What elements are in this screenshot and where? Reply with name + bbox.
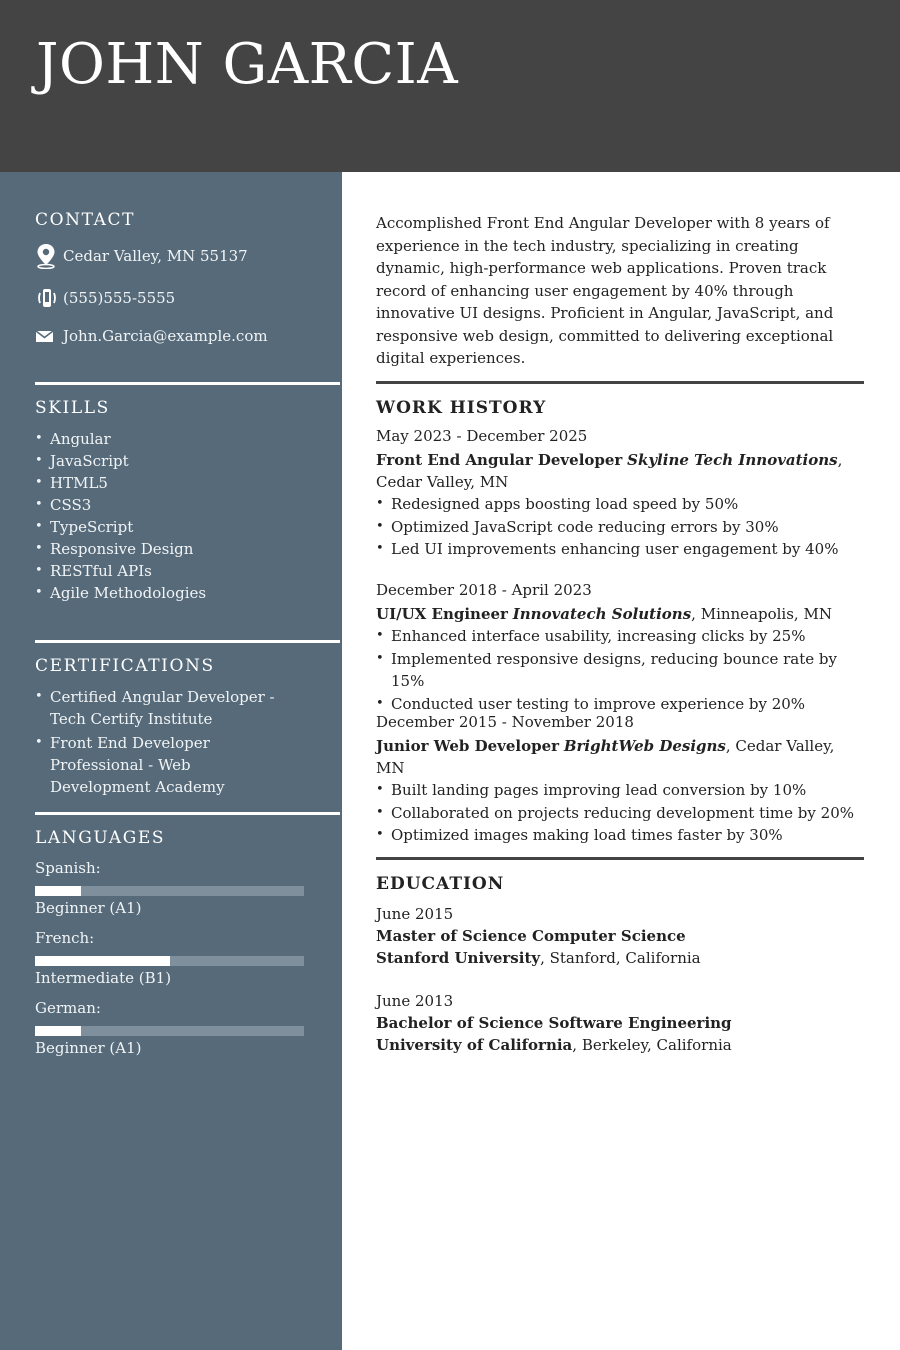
language-name: German: bbox=[35, 999, 101, 1017]
contact-location bbox=[35, 244, 340, 268]
school-name: Stanford University bbox=[376, 949, 541, 967]
job-entry bbox=[376, 425, 864, 561]
skill-item: • Agile Methodologies bbox=[35, 582, 325, 604]
job-bullet: • Optimized JavaScript code reducing errors by 30% bbox=[376, 516, 864, 539]
skill-item: • RESTful APIs bbox=[35, 560, 325, 582]
contact-phone bbox=[35, 286, 340, 310]
job-title-line bbox=[376, 603, 864, 625]
job-bullet: • Led UI improvements enhancing user engagement by 40% bbox=[376, 538, 864, 561]
language-proficiency-fill bbox=[35, 956, 170, 966]
certification-item: • Certified Angular Developer - Tech Certify Institute bbox=[35, 686, 295, 730]
degree-name: Master of Science Computer Science bbox=[376, 927, 686, 945]
certifications-title: CERTIFICATIONS bbox=[35, 656, 215, 676]
school-name: University of California bbox=[376, 1036, 573, 1054]
language-level: Intermediate (B1) bbox=[35, 969, 172, 987]
sidebar-divider bbox=[35, 640, 340, 643]
education-school-line bbox=[376, 1034, 864, 1056]
job-role: Front End Angular Developer bbox=[376, 451, 623, 469]
language-proficiency-bar bbox=[35, 886, 304, 896]
skill-item: • TypeScript bbox=[35, 516, 325, 538]
phone-text: (555)555-5555 bbox=[63, 289, 176, 307]
skills-list bbox=[35, 428, 325, 604]
job-dates: May 2023 - December 2025 bbox=[376, 427, 588, 445]
sidebar-divider bbox=[35, 812, 340, 815]
job-bullets bbox=[376, 625, 864, 715]
email-text[interactable]: John.Garcia@example.com bbox=[63, 327, 268, 345]
candidate-name: JOHN GARCIA bbox=[36, 32, 459, 97]
sidebar bbox=[0, 172, 342, 1350]
language-name: French: bbox=[35, 929, 95, 947]
resume-header bbox=[0, 0, 900, 172]
job-bullets bbox=[376, 779, 864, 847]
language-entry bbox=[35, 998, 340, 1058]
language-proficiency-bar bbox=[35, 956, 304, 966]
job-bullet: • Enhanced interface usability, increasing clicks by 25% bbox=[376, 625, 864, 648]
job-location: , Cedar Valley, MN bbox=[376, 451, 843, 491]
skill-item: • Responsive Design bbox=[35, 538, 325, 560]
education-date: June 2015 bbox=[376, 905, 454, 923]
language-proficiency-bar bbox=[35, 1026, 304, 1036]
job-company: Skyline Tech Innovations bbox=[627, 451, 838, 469]
job-bullets bbox=[376, 493, 864, 561]
phone-icon bbox=[35, 287, 63, 309]
job-company: Innovatech Solutions bbox=[512, 605, 692, 623]
sidebar-divider bbox=[35, 382, 340, 385]
job-bullet: • Implemented responsive designs, reducing bounce rate by 15% bbox=[376, 648, 864, 693]
education-degree bbox=[376, 925, 864, 947]
contact-email bbox=[35, 324, 340, 348]
skill-item: • Angular bbox=[35, 428, 325, 450]
language-entry bbox=[35, 858, 340, 918]
job-location: , Minneapolis, MN bbox=[691, 605, 832, 623]
job-bullet: • Built landing pages improving lead conversion by 10% bbox=[376, 779, 864, 802]
education-date: June 2013 bbox=[376, 992, 454, 1010]
skill-item: • JavaScript bbox=[35, 450, 325, 472]
section-rule bbox=[376, 857, 864, 860]
degree-name: Bachelor of Science Software Engineering bbox=[376, 1014, 732, 1032]
job-bullet: • Redesigned apps boosting load speed by 50% bbox=[376, 493, 864, 516]
job-dates: December 2018 - April 2023 bbox=[376, 581, 592, 599]
language-proficiency-fill bbox=[35, 886, 81, 896]
location-pin-icon bbox=[35, 243, 63, 269]
language-entry bbox=[35, 928, 340, 988]
job-role: Junior Web Developer bbox=[376, 737, 560, 755]
language-name: Spanish: bbox=[35, 859, 101, 877]
skill-item: • CSS3 bbox=[35, 494, 325, 516]
job-bullet: • Collaborated on projects reducing development time by 20% bbox=[376, 802, 864, 825]
education-entry bbox=[376, 903, 864, 969]
job-bullet: • Optimized images making load times faster by 30% bbox=[376, 824, 864, 847]
education-title: EDUCATION bbox=[376, 874, 505, 894]
location-text: Cedar Valley, MN 55137 bbox=[63, 247, 248, 265]
skill-item: • HTML5 bbox=[35, 472, 325, 494]
section-rule bbox=[376, 381, 864, 384]
job-entry bbox=[376, 579, 864, 715]
professional-summary: Accomplished Front End Angular Developer with 8 years of experience in the tech industry, specializing in creating dynamic, high-performance web applications. Proven track record of enhancing user engagement by 40% through innovative UI designs. Proficient in Angular, JavaScript, and responsive web design, committed to delivering exceptional digital experiences. bbox=[376, 214, 834, 367]
education-degree bbox=[376, 1012, 864, 1034]
certification-item: • Front End Developer Professional - Web Development Academy bbox=[35, 732, 295, 798]
school-location: , Berkeley, California bbox=[572, 1036, 732, 1054]
envelope-icon bbox=[35, 328, 63, 344]
contact-title: CONTACT bbox=[35, 210, 136, 230]
job-bullet: • Conducted user testing to improve experience by 20% bbox=[376, 693, 864, 716]
job-entry bbox=[376, 711, 864, 847]
job-location: , Cedar Valley, MN bbox=[376, 737, 835, 777]
education-entry bbox=[376, 990, 864, 1056]
language-level: Beginner (A1) bbox=[35, 1039, 142, 1057]
job-title-line bbox=[376, 735, 864, 779]
school-location: , Stanford, California bbox=[540, 949, 701, 967]
language-level: Beginner (A1) bbox=[35, 899, 142, 917]
job-company: BrightWeb Designs bbox=[563, 737, 726, 755]
language-proficiency-fill bbox=[35, 1026, 81, 1036]
certifications-list bbox=[35, 686, 295, 798]
skills-title: SKILLS bbox=[35, 398, 110, 418]
job-dates: December 2015 - November 2018 bbox=[376, 713, 634, 731]
job-title-line bbox=[376, 449, 864, 493]
education-school-line bbox=[376, 947, 864, 969]
job-role: UI/UX Engineer bbox=[376, 605, 508, 623]
languages-title: LANGUAGES bbox=[35, 828, 166, 848]
work-history-title: WORK HISTORY bbox=[376, 398, 547, 418]
